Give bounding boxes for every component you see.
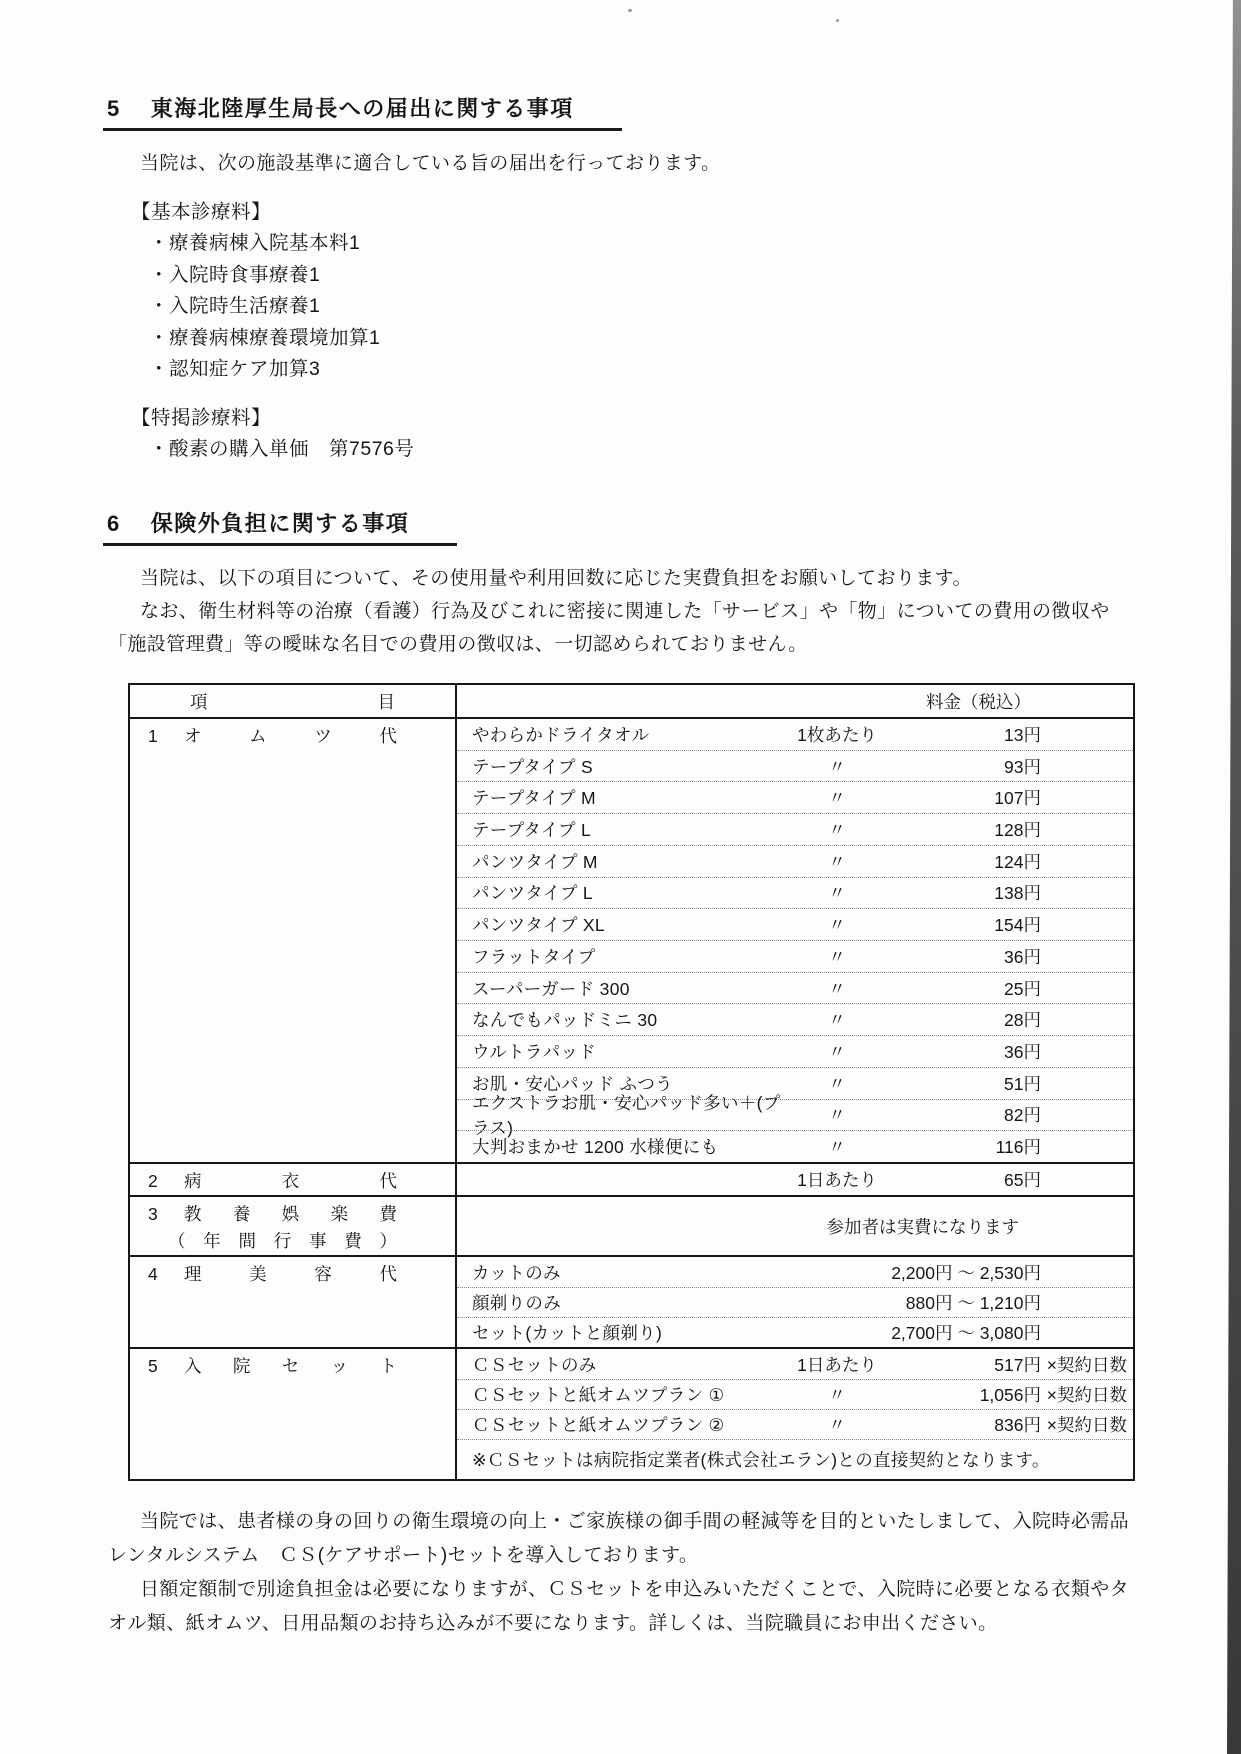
item-name: ＣＳセットのみ bbox=[472, 1354, 597, 1375]
item-unit: 〃 bbox=[828, 1415, 846, 1435]
table-category-row bbox=[130, 1255, 1133, 1347]
special-fees-item: ・酸素の購入単価 第7576号 bbox=[149, 437, 415, 460]
item-price-suffix: ×契約日数 bbox=[1046, 1354, 1127, 1375]
basic-fees-item: ・療養病棟療養環境加算1 bbox=[149, 326, 381, 349]
item-unit: 〃 bbox=[828, 1137, 846, 1158]
table-row bbox=[457, 1409, 1133, 1439]
table-row bbox=[457, 877, 1133, 909]
item-name: ウルトラパッド bbox=[472, 1042, 597, 1063]
table-row bbox=[457, 719, 1133, 750]
header-cell-item bbox=[130, 685, 457, 717]
table-category-row bbox=[130, 1347, 1133, 1479]
item-name: セット(カットと顔剃り) bbox=[472, 1323, 663, 1343]
category-cell bbox=[130, 1197, 457, 1255]
section6-heading bbox=[103, 507, 1171, 546]
item-price: 13円 bbox=[1004, 724, 1041, 745]
section6-heading-underline bbox=[103, 507, 457, 546]
item-name: エクストラお肌・安心パッド多い＋(プラス) bbox=[472, 1092, 781, 1138]
closing-paragraphs bbox=[103, 1505, 1171, 1641]
section6-paragraph-3: 「施設管理費」等の曖昧な名目での費用の徴収は、一切認められておりません。 bbox=[108, 634, 808, 655]
item-price-suffix: ×契約日数 bbox=[1046, 1385, 1127, 1405]
category-label-2: （年間行事費） bbox=[168, 1231, 397, 1251]
section6-paragraph-2: なお、衛生材料等の治療（看護）行為及びこれに密接に関連した「サービス」や「物」についての費用の徴収や bbox=[140, 601, 1110, 622]
item-unit: 1枚あたり bbox=[797, 724, 877, 745]
table-row bbox=[457, 1003, 1133, 1035]
item-price-range: 2,700円 ～ 3,080円 bbox=[891, 1323, 1041, 1343]
table-row bbox=[457, 1287, 1133, 1317]
table-category-row bbox=[130, 1195, 1133, 1255]
item-price-range: 2,200円 ～ 2,530円 bbox=[891, 1262, 1041, 1283]
section6-title: 保険外負担に関する事項 bbox=[150, 511, 410, 536]
item-unit: 〃 bbox=[828, 1385, 846, 1405]
category-cell bbox=[130, 1349, 457, 1479]
category-label: 病衣代 bbox=[184, 1171, 397, 1191]
section6-paragraph-1: 当院は、以下の項目について、その使用量や利用回数に応じた実費負担をお願いしております。 bbox=[140, 568, 972, 589]
item-name: テープタイプ M bbox=[472, 788, 596, 809]
table-row bbox=[457, 972, 1133, 1004]
basic-fees-item: ・入院時食事療養1 bbox=[149, 263, 321, 286]
table-row bbox=[457, 1092, 1133, 1138]
item-name: テープタイプ S bbox=[472, 756, 593, 777]
item-price: 36円 bbox=[1004, 946, 1041, 967]
category-line bbox=[148, 1261, 397, 1288]
category-rows bbox=[457, 1164, 1133, 1195]
table-row bbox=[457, 1317, 1133, 1347]
table-row bbox=[457, 1130, 1133, 1162]
table-row bbox=[457, 908, 1133, 940]
item-price: 93円 bbox=[1004, 756, 1041, 777]
item-price: 36円 bbox=[1004, 1042, 1041, 1063]
item-price: 128円 bbox=[994, 820, 1041, 841]
item-price: 138円 bbox=[994, 883, 1041, 904]
category-rows bbox=[457, 1349, 1133, 1479]
item-price: 1,056円 bbox=[979, 1385, 1041, 1405]
item-price: 28円 bbox=[1004, 1010, 1041, 1031]
table-row bbox=[457, 813, 1133, 845]
item-price: 82円 bbox=[1004, 1105, 1041, 1126]
item-name: お肌・安心パッド ふつう bbox=[472, 1073, 673, 1094]
category-number: 4 bbox=[148, 1264, 158, 1284]
fee-table-body bbox=[130, 719, 1133, 1479]
header-item-label: 項 目 bbox=[190, 691, 395, 712]
closing-line-1: 当院では、患者様の身の回りの衛生環境の向上・ご家族様の御手間の軽減等を目的といたしまして、入院時必需品 bbox=[140, 1511, 1130, 1532]
category-line bbox=[148, 723, 397, 750]
item-unit: 1日あたり bbox=[797, 1170, 877, 1190]
item-unit: 〃 bbox=[828, 1042, 846, 1063]
item-unit: 〃 bbox=[828, 756, 846, 777]
closing-line-2: レンタルシステム ＣＳ(ケアサポート)セットを導入しております。 bbox=[108, 1545, 699, 1566]
header-cell-price bbox=[457, 685, 1133, 717]
scan-speck bbox=[836, 19, 839, 22]
item-unit: 〃 bbox=[828, 946, 846, 967]
category-label: 理美容代 bbox=[184, 1264, 397, 1284]
item-price: 51円 bbox=[1004, 1073, 1041, 1094]
section5-heading bbox=[103, 92, 1171, 131]
item-unit: 〃 bbox=[828, 883, 846, 904]
table-row bbox=[457, 1197, 1133, 1255]
category-number: 3 bbox=[148, 1204, 158, 1224]
item-name: 大判おまかせ 1200 水様便にも bbox=[472, 1137, 719, 1158]
item-price: 124円 bbox=[994, 851, 1041, 872]
section6-number: 6 bbox=[107, 511, 121, 536]
table-row bbox=[457, 1439, 1133, 1479]
item-name: パンツタイプ M bbox=[472, 851, 598, 872]
category-rows bbox=[457, 1197, 1133, 1255]
item-unit: 1日あたり bbox=[797, 1354, 877, 1375]
item-name: ＣＳセットと紙オムツプラン ① bbox=[472, 1385, 725, 1405]
scan-speck bbox=[628, 9, 632, 12]
category-number: 5 bbox=[148, 1356, 158, 1376]
item-unit: 〃 bbox=[828, 1073, 846, 1094]
table-row bbox=[457, 940, 1133, 972]
item-unit: 〃 bbox=[828, 978, 846, 999]
category-cell bbox=[130, 1164, 457, 1195]
item-price: 65円 bbox=[1004, 1170, 1041, 1190]
item-name: パンツタイプ XL bbox=[472, 915, 605, 936]
item-unit: 〃 bbox=[828, 851, 846, 872]
category-label: 入院セット bbox=[184, 1356, 397, 1376]
item-unit: 〃 bbox=[828, 1010, 846, 1031]
item-name: なんでもパッドミニ 30 bbox=[472, 1010, 658, 1031]
table-row bbox=[457, 1257, 1133, 1287]
category-cell bbox=[130, 719, 457, 1162]
category-line bbox=[148, 1353, 397, 1380]
item-price: 836円 bbox=[994, 1415, 1041, 1435]
basic-fees-item: ・療養病棟入院基本料1 bbox=[149, 232, 361, 254]
basic-fees-group-heading: 【基本診療料】 bbox=[131, 201, 272, 223]
table-row bbox=[457, 1379, 1133, 1409]
item-price: 154円 bbox=[994, 915, 1041, 936]
category-line bbox=[148, 1168, 397, 1195]
closing-line-4: オル類、紙オムツ、日用品類のお持ち込みが不要になります。詳しくは、当院職員にお申出ください。 bbox=[108, 1613, 998, 1634]
basic-fees-item: ・認知症ケア加算3 bbox=[149, 358, 321, 380]
closing-line-3: 日額定額制で別途負担金は必要になりますが、ＣＳセットを申込みいただくことで、入院時に必要となる衣類やタ bbox=[140, 1579, 1130, 1600]
item-name: パンツタイプ L bbox=[472, 883, 593, 904]
header-price-label: 料金（税込） bbox=[926, 691, 1031, 712]
item-name: フラットタイプ bbox=[472, 946, 596, 967]
item-name: カットのみ bbox=[472, 1262, 561, 1283]
table-footnote: ※ＣＳセットは病院指定業者(株式会社エラン)との直接契約となります。 bbox=[472, 1450, 1050, 1470]
item-unit: 〃 bbox=[828, 915, 846, 936]
item-name: スーパーガード 300 bbox=[472, 978, 630, 999]
category-number: 1 bbox=[148, 726, 158, 746]
basic-fees-item: ・入院時生活療養1 bbox=[149, 295, 321, 317]
item-name: ＣＳセットと紙オムツプラン ② bbox=[472, 1415, 725, 1435]
item-price: 107円 bbox=[994, 788, 1041, 809]
item-unit: 〃 bbox=[828, 788, 846, 809]
section5-intro: 当院は、次の施設基準に適合している旨の届出を行っております。 bbox=[140, 153, 721, 174]
item-price-suffix: ×契約日数 bbox=[1046, 1415, 1127, 1435]
item-unit: 〃 bbox=[828, 1105, 846, 1126]
item-price: 25円 bbox=[1004, 978, 1041, 999]
table-row bbox=[457, 1035, 1133, 1067]
section5-heading-underline bbox=[103, 92, 622, 131]
table-row bbox=[457, 781, 1133, 813]
item-name: やわらかドライタオル bbox=[472, 724, 650, 745]
special-fees-group-heading: 【特掲診療料】 bbox=[131, 406, 272, 429]
table-category-row bbox=[130, 719, 1133, 1162]
fee-table-header-row bbox=[130, 685, 1133, 719]
item-name: テープタイプ L bbox=[472, 820, 592, 841]
item-price: 517円 bbox=[994, 1354, 1041, 1375]
table-row bbox=[457, 845, 1133, 877]
item-unit: 〃 bbox=[828, 820, 846, 841]
fee-table bbox=[128, 683, 1135, 1481]
table-row bbox=[457, 750, 1133, 782]
category-line-2 bbox=[168, 1228, 397, 1255]
category-cell bbox=[130, 1257, 457, 1347]
category-rows bbox=[457, 719, 1133, 1162]
table-row bbox=[457, 1349, 1133, 1379]
category-label: 教養娯楽費 bbox=[184, 1204, 397, 1224]
section5-number: 5 bbox=[107, 96, 121, 121]
table-category-row bbox=[130, 1162, 1133, 1195]
category-line bbox=[148, 1201, 397, 1228]
section5-title: 東海北陸厚生局長への届出に関する事項 bbox=[150, 96, 574, 121]
category-rows bbox=[457, 1257, 1133, 1347]
item-name: 顔剃りのみ bbox=[472, 1293, 561, 1313]
table-row bbox=[457, 1164, 1133, 1195]
item-price: 116円 bbox=[995, 1137, 1041, 1158]
item-price-range: 880円 ～ 1,210円 bbox=[905, 1293, 1041, 1313]
category-number: 2 bbox=[148, 1171, 158, 1191]
table-note: 参加者は実費になります bbox=[826, 1216, 1019, 1237]
category-label: オムツ代 bbox=[184, 726, 397, 746]
